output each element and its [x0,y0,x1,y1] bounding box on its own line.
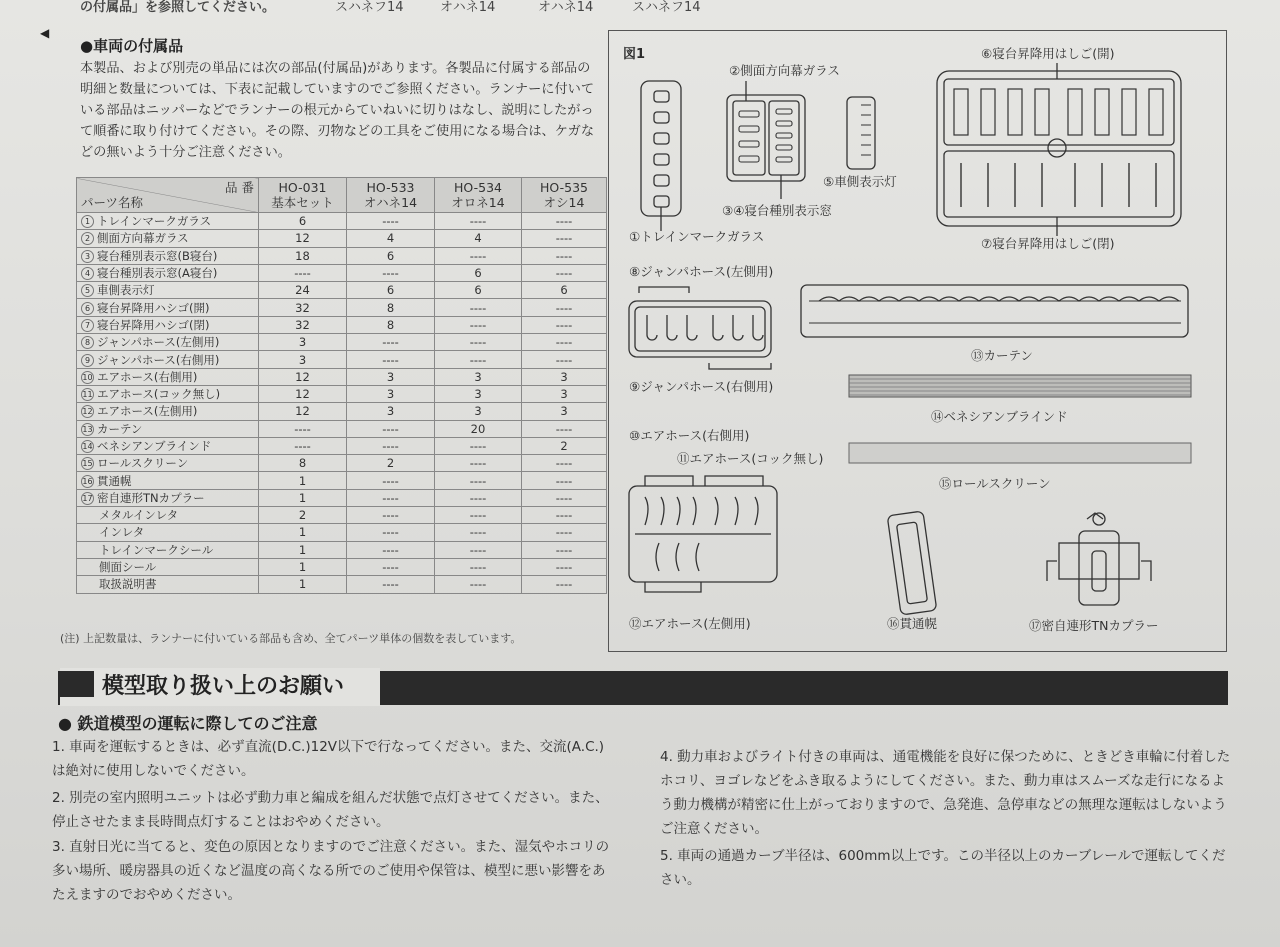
table-row [77,282,607,299]
quantity-cell: ---- [435,541,522,558]
quantity-cell: 2 [259,507,347,524]
quantity-cell: ---- [347,472,435,489]
part-name: 寝台昇降用ハシゴ(閉) [97,317,210,332]
quantity-cell: ---- [435,334,522,351]
quantity-cell: 3 [259,334,347,351]
section-band-title [60,668,380,706]
quantity-cell: 32 [259,316,347,333]
part-name-cell [77,230,259,247]
part-name-cell [77,282,259,299]
quantity-cell: ---- [522,316,607,333]
quantity-cell: 3 [435,368,522,385]
quantity-cell: ---- [435,576,522,593]
quantity-cell: 3 [259,351,347,368]
table-row [77,247,607,264]
quantity-cell: ---- [259,264,347,281]
part-number: 10 [82,372,93,382]
label-side-lamp: ⑤車側表示灯 [823,174,897,189]
part-name-cell [77,524,259,541]
part-name: エアホース(左側用) [97,404,198,419]
part-name: 密自連形TNカプラー [97,490,205,505]
part-number: 16 [82,476,93,486]
quantity-cell: 1 [259,489,347,506]
quantity-cell: ---- [435,489,522,506]
quantity-cell: 3 [522,403,607,420]
figure-title: 図1 [623,47,646,62]
quantity-cell: 12 [259,230,347,247]
part-name: 寝台種別表示窓(B寝台) [97,248,218,263]
column-header [347,178,435,213]
label-berth-window: ③④寝台種別表示窓 [722,203,832,218]
part-name-cell [77,213,259,230]
column-name: オロネ14 [451,195,505,210]
quantity-cell: 4 [435,230,522,247]
top-cut-car-2: オハネ14 [440,0,496,15]
table-row [77,299,607,316]
quantity-cell: ---- [259,420,347,437]
quantity-cell: 8 [347,316,435,333]
column-header [435,178,522,213]
train-mark-glass-parts [654,91,669,207]
top-cut-text [0,0,1280,15]
table-row [77,213,607,230]
curtain-runner [801,285,1188,337]
part-number: 14 [82,442,93,451]
part-name: ロールスクリーン [97,456,189,471]
column-code: HO-031 [278,180,327,195]
part-number: 4 [81,267,94,280]
part-name: 寝台種別表示窓(A寝台) [97,266,218,281]
quantity-cell: 1 [259,524,347,541]
quantity-cell: ---- [347,558,435,575]
corner-bottom-label: パーツ名称 [81,195,144,210]
figure-1 [608,30,1227,652]
table-corner-cell [77,178,259,213]
part-name-cell [77,437,259,454]
column-header [522,178,607,213]
part-number: 6 [81,302,94,315]
quantity-cell: 6 [435,282,522,299]
table-row [77,576,607,593]
quantity-cell: ---- [522,524,607,541]
quantity-cell: ---- [347,213,435,230]
ladder-runner [937,71,1181,226]
quantity-cell: ---- [347,576,435,593]
label-roll-screen: ⑮ロールスクリーン [939,476,1051,491]
top-cut-car-3: オハネ14 [538,0,594,15]
table-row [77,230,607,247]
label-train-mark-glass: ①トレインマークガラス [629,229,765,244]
band-title-text: 模型取り扱い上のお願い [102,674,345,699]
part-number: 2 [81,232,94,245]
table-row [77,437,607,454]
top-cut-ref: の付属品」を参照してください。 [80,0,276,15]
table-row [77,507,607,524]
quantity-cell: ---- [522,420,607,437]
quantity-cell: ---- [522,351,607,368]
part-name-cell [77,334,259,351]
part-name-cell [77,264,259,281]
quantity-cell: ---- [435,524,522,541]
caution-item-3: 3. 直射日光に当てると、変色の原因となりますのでご注意ください。また、湿気やホコリの多い場所、暖房器具の近くなど温度の高くなる所でのご使用や保管は、模型に悪い影響をあたえますのでおやめください。 [52,839,610,903]
quantity-cell: 6 [347,247,435,264]
part-name: 寝台昇降用ハシゴ(開) [97,300,210,315]
quantity-cell: 1 [259,576,347,593]
quantity-cell: ---- [522,576,607,593]
part-number: 17 [82,493,93,503]
part-name-cell [77,351,259,368]
quantity-cell: 8 [259,455,347,472]
quantity-cell: ---- [522,507,607,524]
quantity-cell: ---- [435,316,522,333]
quantity-cell: ---- [522,264,607,281]
page-marker-icon: ◀ [40,26,50,40]
caution-item-2: 2. 別売の室内照明ユニットは必ず動力車と編成を組んだ状態で点灯させてください。また、停止させたまま長時間点灯することはおやめください。 [52,790,609,830]
accessories-paragraph: 本製品、および別売の単品には次の部品(付属品)があります。各製品に付属する部品の明細と数量については、下表に記載していますのでご参照ください。ランナーに付いている部品はニッパーなどでランナーの根元からていねいに切りはなし、説明にしたがって順番に取り付けてください。その際、刃物などの工具をご使用になる場合は、ケガなどの無いよう十分ご注意ください。 [80,61,595,160]
quantity-cell: ---- [347,351,435,368]
part-name-cell [77,472,259,489]
part-number: 9 [81,354,94,367]
table-header-row [77,178,607,213]
label-venetian-blind: ⑭ベネシアンブラインド [931,409,1068,424]
part-number: 13 [82,424,93,434]
quantity-cell: 6 [435,264,522,281]
label-tn-coupler: ⑰密自連形TNカプラー [1029,618,1159,633]
quantity-cell: 12 [259,385,347,402]
quantity-cell: ---- [435,247,522,264]
column-code: HO-533 [366,180,415,195]
quantity-cell: 6 [259,213,347,230]
quantity-cell: 3 [435,403,522,420]
quantity-cell: 32 [259,299,347,316]
table-row [77,264,607,281]
part-name: メタルインレタ [99,508,179,523]
quantity-cell: 6 [522,282,607,299]
quantity-cell: 3 [347,385,435,402]
quantity-cell: ---- [435,455,522,472]
quantity-cell: 3 [522,385,607,402]
part-name-cell [77,368,259,385]
part-number: 3 [81,250,94,263]
quantity-cell: ---- [522,230,607,247]
part-number: 7 [81,319,94,332]
table-row [77,524,607,541]
quantity-cell: ---- [435,299,522,316]
quantity-cell: 1 [259,472,347,489]
part-name: カーテン [97,421,143,436]
part-name: 車側表示灯 [97,283,155,298]
quantity-cell: 1 [259,558,347,575]
part-number: 8 [81,336,94,349]
quantity-cell: ---- [435,558,522,575]
table-row [77,455,607,472]
part-name: 貫通幌 [97,473,132,488]
quantity-cell: ---- [435,507,522,524]
part-number: 12 [82,407,93,417]
part-name-cell [77,576,259,593]
part-name-cell [77,403,259,420]
quantity-cell: ---- [435,472,522,489]
venetian-blind-strip [849,375,1191,397]
part-name-cell [77,489,259,506]
column-code: HO-534 [454,180,502,195]
quantity-cell: ---- [522,472,607,489]
parts-table [76,177,607,594]
quantity-cell: ---- [347,489,435,506]
table-row [77,489,607,506]
column-code: HO-535 [540,180,588,195]
quantity-cell: ---- [347,437,435,454]
quantity-cell: 4 [347,230,435,247]
part-name-cell [77,299,259,316]
part-number: 11 [82,390,93,400]
part-number: 15 [82,459,93,469]
caution-item-1: 1. 車両を運転するときは、必ず直流(D.C.)12V以下で行なってください。また、交流(A.C.)は絶対に使用しないでください。 [52,739,605,779]
quantity-cell: ---- [347,524,435,541]
quantity-cell: ---- [522,541,607,558]
table-row [77,316,607,333]
quantity-cell: ---- [347,264,435,281]
table-row [77,403,607,420]
quantity-cell: ---- [522,558,607,575]
coupler-part [1047,513,1151,605]
table-row [77,351,607,368]
part-name: ベネシアンブラインド [97,439,212,453]
table-note: (注) 上記数量は、ランナーに付いている部品も含め、全てパーツ単体の個数を表しています。 [60,632,522,645]
table-row [77,420,607,437]
gangway-part [887,511,937,615]
quantity-cell: 3 [435,385,522,402]
label-gangway: ⑯貫通幌 [887,616,938,631]
quantity-cell: 1 [259,541,347,558]
part-name: エアホース(右側用) [97,369,198,384]
side-lamp-runner [847,97,875,169]
label-jumper-right: ⑨ジャンパホース(右側用) [629,379,774,394]
caution-item-4: 4. 動力車およびライト付きの車両は、通電機能を良好に保つために、ときどき車輪に付着したホコリ、ヨゴレなどをふき取るようにしてください。また、動力車はスムーズな走行になるよう動力機構が精密に仕上がっておりますので、急発進、急停車などの無理な運転はしないようご注意ください。 [660,749,1231,837]
quantity-cell: 12 [259,403,347,420]
quantity-cell: ---- [347,541,435,558]
part-name-cell [77,558,259,575]
part-name-cell [77,541,259,558]
side-glass-runner [727,95,805,181]
quantity-cell: 18 [259,247,347,264]
part-name: 取扱説明書 [99,577,157,592]
quantity-cell: ---- [522,334,607,351]
part-name: エアホース(コック無し) [97,387,221,402]
table-row [77,558,607,575]
part-name: ジャンパホース(右側用) [97,352,220,367]
label-curtain: ⑬カーテン [971,348,1033,363]
quantity-cell: ---- [259,437,347,454]
table-row [77,385,607,402]
cautions-heading: ● 鉄道模型の運転に際してのご注意 [58,714,318,733]
roll-screen-strip [849,443,1191,463]
quantity-cell: ---- [435,351,522,368]
part-name: トレインマークガラス [97,214,212,229]
band-block-icon [60,671,94,697]
part-name-cell [77,247,259,264]
label-air-hose-left: ⑫エアホース(左側用) [629,616,751,631]
corner-top-label: 品 番 [225,180,254,195]
figure-drawing [609,31,1226,651]
label-air-hose-no-cock: ⑪エアホース(コック無し) [677,451,824,466]
part-name: 側面方向幕ガラス [97,231,189,246]
column-name: 基本セット [271,195,334,210]
table-row [77,472,607,489]
quantity-cell: ---- [435,437,522,454]
label-side-glass: ②側面方向幕ガラス [729,63,840,78]
part-name-cell [77,420,259,437]
quantity-cell: 6 [347,282,435,299]
table-row [77,334,607,351]
part-name-cell [77,385,259,402]
quantity-cell: ---- [522,299,607,316]
quantity-cell: ---- [347,507,435,524]
quantity-cell: 3 [347,368,435,385]
label-jumper-left: ⑧ジャンパホース(左側用) [629,264,774,279]
quantity-cell: 2 [522,437,607,454]
quantity-cell: ---- [347,334,435,351]
part-name: 側面シール [99,560,157,575]
top-cut-car-4: スハネフ14 [632,0,701,15]
part-number: 1 [81,215,94,228]
quantity-cell: ---- [522,213,607,230]
quantity-cell: ---- [435,213,522,230]
quantity-cell: 3 [347,403,435,420]
part-name-cell [77,455,259,472]
caution-item-5: 5. 車両の通過カーブ半径は、600mm以上です。この半径以上のカーブレールで運転してください。 [660,848,1226,888]
table-row [77,541,607,558]
quantity-cell: 2 [347,455,435,472]
column-name: オハネ14 [363,195,418,210]
table-row [77,368,607,385]
quantity-cell: ---- [522,455,607,472]
top-cut-car-1: スハネフ14 [335,0,404,15]
accessories-heading: ●車両の付属品 [80,37,184,55]
quantity-cell: ---- [522,247,607,264]
quantity-cell: ---- [522,489,607,506]
part-name: ジャンパホース(左側用) [97,335,220,350]
jumper-hose-runner [629,301,771,357]
quantity-cell: 3 [522,368,607,385]
part-name: インレタ [99,525,145,540]
quantity-cell: 24 [259,282,347,299]
column-name: オシ14 [543,195,585,210]
label-ladder-closed: ⑦寝台昇降用はしご(閉) [981,236,1115,251]
quantity-cell: 20 [435,420,522,437]
part-number: 5 [81,284,94,297]
column-header [259,178,347,213]
quantity-cell: 8 [347,299,435,316]
part-name-cell [77,316,259,333]
label-air-hose-right: ⑩エアホース(右側用) [629,428,750,443]
quantity-cell: 12 [259,368,347,385]
quantity-cell: ---- [347,420,435,437]
part-name-cell [77,507,259,524]
part-name: トレインマークシール [99,542,214,557]
label-ladder-open: ⑥寝台昇降用はしご(開) [981,46,1115,61]
